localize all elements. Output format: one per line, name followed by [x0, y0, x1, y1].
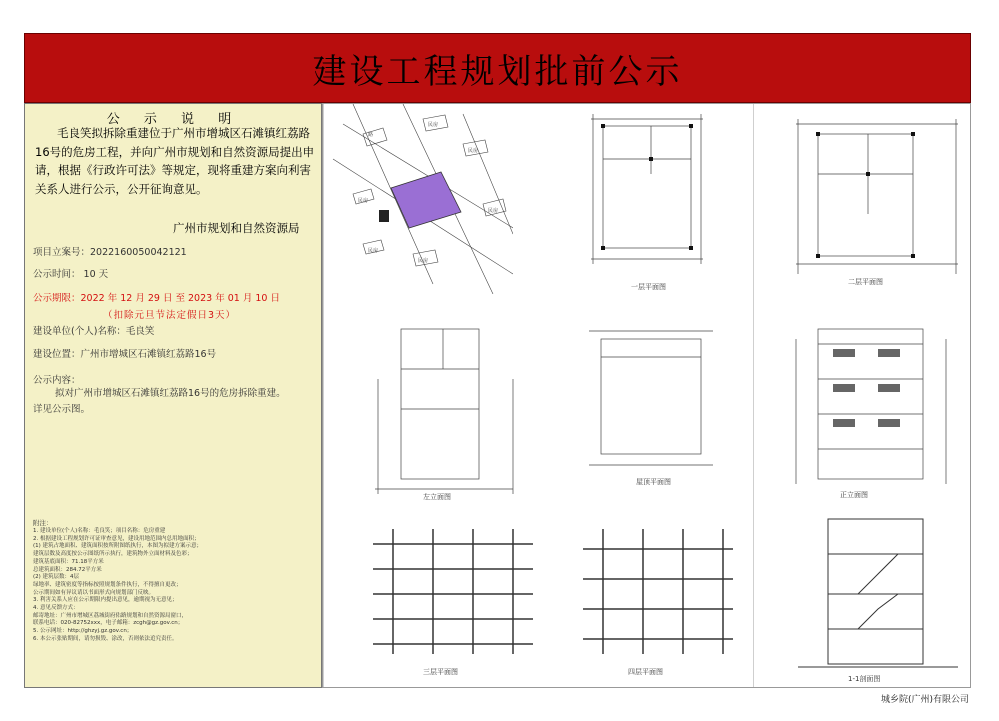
project-number: 项目立案号：2022160050042121	[33, 247, 187, 258]
note-item: 公示期间如有异议请以书面形式向规划部门反映。	[33, 589, 155, 596]
see-drawing: 详见公示图。	[33, 404, 91, 415]
note-item: 建筑基底面积：71.18平方米	[33, 558, 104, 565]
notice-heading: 公 示 说 明	[106, 112, 242, 127]
notes-list	[33, 528, 313, 644]
note-item: 2. 根据建设工程规划许可证审查意见，建设用地范围内总用地面积；	[33, 535, 200, 542]
svg-text:民房: 民房	[488, 208, 499, 214]
notice-period: 公示期限：2022 年 12 月 29 日 至 2023 年 01 月 10 日	[33, 293, 280, 304]
note-item: 联系电话：020-82752xxx，电子邮箱：zcgh@gz.gov.cn；	[33, 620, 184, 627]
note-item: 6. 本公示张贴期间，请勿损毁、涂改，否则依法追究责任。	[33, 635, 178, 642]
note-item: 建筑层数及高度按公示图纸所示执行，建筑物外立面材料及色彩；	[33, 551, 193, 558]
notice-panel	[24, 103, 322, 688]
section-label: 1-1剖面图	[848, 675, 881, 683]
front-elevation-label: 正立面图	[840, 491, 868, 499]
roof-plan-label: 屋顶平面图	[636, 478, 671, 486]
floor2-plan-label: 二层平面图	[848, 278, 883, 286]
note-item: 4. 意见反馈方式：	[33, 605, 79, 612]
svg-text:路: 路	[368, 132, 374, 138]
applicant-name: 建设单位(个人)名称：毛良笑	[33, 326, 155, 337]
note-item: 3. 利害关系人应在公示期限内提出意见，逾期视为无意见；	[33, 597, 178, 604]
roof-plan-drawing	[581, 319, 741, 504]
header-banner	[24, 33, 971, 103]
note-item: (2) 建筑层数：4层	[33, 574, 80, 581]
svg-text:民房: 民房	[358, 198, 369, 204]
note-item: 总建筑面积：284.72平方米	[33, 566, 102, 573]
svg-text:民房: 民房	[368, 248, 379, 254]
floor2-plan-drawing	[788, 104, 968, 294]
note-item: 5. 公示网址：http://ghzyj.gz.gov.cn；	[33, 628, 133, 635]
note-item: 1. 建设单位(个人)名称：毛良笑；项目名称：危房重建	[33, 528, 166, 534]
front-elevation-drawing	[788, 319, 968, 504]
svg-text:民房: 民房	[418, 258, 429, 264]
floor1-plan-label: 一层平面图	[631, 283, 666, 291]
plan3-drawing	[353, 514, 553, 684]
notice-duration: 公示时间： 10 天	[33, 269, 109, 280]
notes-label: 附注：	[33, 519, 53, 527]
agency-name: 广州市规划和自然资源局	[173, 221, 300, 235]
left-elevation-drawing	[363, 319, 543, 504]
floor1-plan-drawing	[581, 104, 741, 294]
page-title: 建设工程规划批前公示	[312, 51, 683, 92]
plan4-label: 四层平面图	[628, 668, 663, 676]
footer-company: 城乡院(广州)有限公司	[880, 695, 969, 705]
section-drawing	[788, 509, 968, 684]
column-divider	[753, 104, 754, 687]
site-plan-drawing	[323, 104, 513, 294]
note-item: 绿地率、建筑密度等指标按照规划条件执行，不得擅自更改；	[33, 581, 182, 588]
note-item: 邮寄地址：广州市增城区荔城街府佑路规划和自然资源局窗口，	[33, 612, 188, 619]
plan4-drawing	[568, 514, 748, 684]
proposal-label: 公示内容：	[33, 375, 81, 386]
project-location: 建设位置：广州市增城区石滩镇红荔路16号	[33, 349, 217, 360]
note-item: (1) 建筑占地面积、建筑面积按所附图纸执行，本图为拟建方案示意；	[33, 543, 203, 550]
proposal-text: 拟对广州市增城区石滩镇红荔路16号的危房拆除重建。	[55, 388, 286, 399]
left-elevation-label: 左立面图	[423, 493, 451, 501]
period-note: （扣除元旦节法定假日3天）	[103, 310, 237, 321]
drawing-grid	[322, 103, 971, 688]
plan3-label: 三层平面图	[423, 668, 458, 676]
svg-text:民房: 民房	[468, 148, 479, 154]
svg-text:民房: 民房	[428, 122, 439, 128]
notice-body: 毛良笑拟拆除重建位于广州市增城区石滩镇红荔路16号的危房工程，并向广州市规划和自然资源局提出申请，根据《行政许可法》等规定，现将重建方案向利害关系人进行公示，公开征询意见。	[35, 126, 315, 196]
